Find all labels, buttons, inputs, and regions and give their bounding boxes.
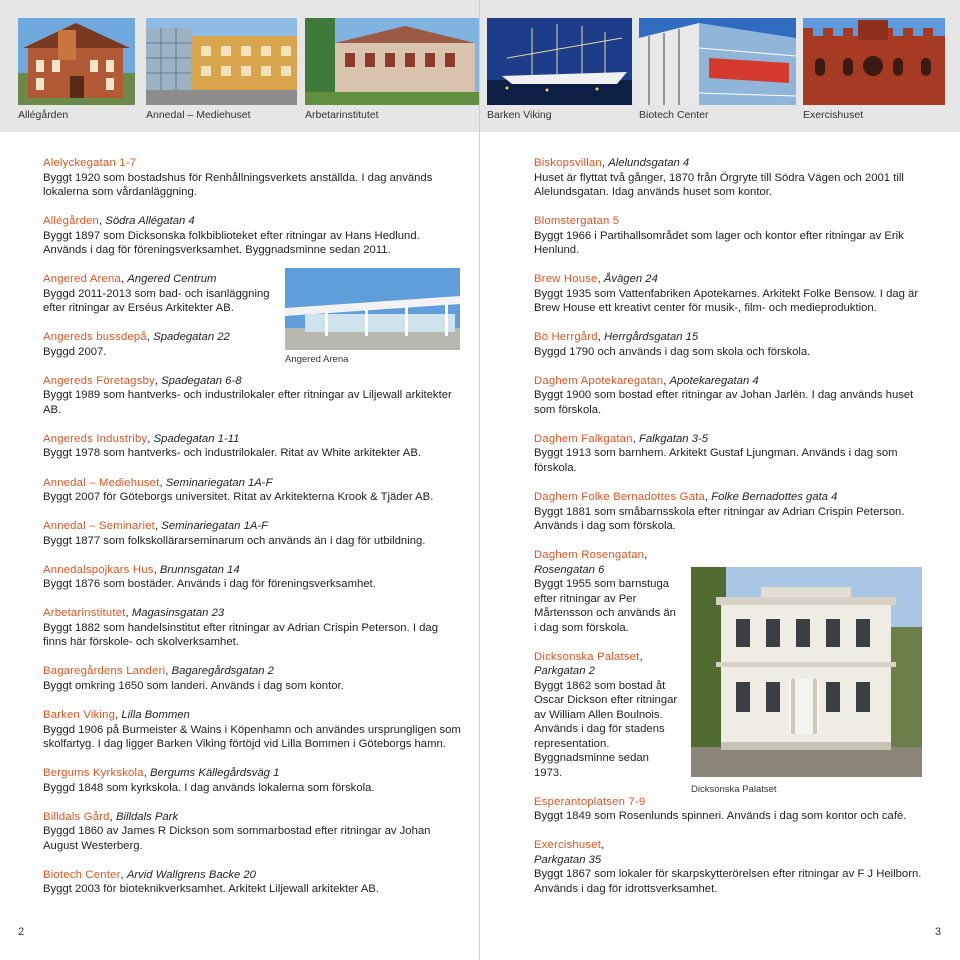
entry-address: Arvid Wallgrens Backe 20 — [126, 868, 256, 881]
entry-name: Daghem Folke Bernadottes Gata — [534, 491, 705, 504]
entry-text: Byggt 1913 som barnhem. Arkitekt Gustaf Ljungman. Används i dag som förskola. — [534, 447, 898, 474]
entry-address: Parkgatan 2 — [534, 665, 595, 678]
strip-caption: Allégården — [18, 109, 69, 121]
entry-name: Daghem Falkgatan — [534, 432, 633, 445]
photo-barken-viking — [487, 18, 632, 105]
entry: Bö Herrgård, Herrgårdsgatan 15 Byggd 1790 och används i dag som skola och förskola. — [534, 331, 811, 358]
entry-name: Brew House — [534, 273, 598, 286]
entry-text: Huset är flyttat två gånger, 1870 från Örgryte till Södra Vägen och 2001 till Alelundsgatan. Idag används huset som kontor. — [534, 171, 904, 198]
entry-name: Biotech Center — [43, 868, 121, 881]
strip-caption: Biotech Center — [639, 109, 709, 121]
entry-name: Billdals Gård — [43, 810, 110, 823]
entry-text: Byggt 1877 som folkskollärarseminarum och används än i dag för utbildning. — [43, 534, 426, 547]
entry: Brew House, Åvägen 24 Byggt 1935 som Vattenfabriken Apotekarnes. Arkitekt Folke Bensow. I dag är Brew House ett kreativt center för musik-, film- och medieproduktion. — [534, 273, 919, 315]
strip-caption: Barken Viking — [487, 109, 552, 121]
entry: Annedal – Seminariet, Seminariegatan 1A-F Byggt 1877 som folkskollärarseminarum och används än i dag för utbildning. — [43, 520, 426, 547]
page-number: 3 — [935, 926, 942, 938]
entry-address: Brunnsgatan 14 — [159, 563, 240, 576]
photo-annedal-mediehuset — [146, 18, 297, 105]
entry-list — [534, 156, 934, 911]
entry-text: Byggt 1920 som bostadshus för Renhållningsverkets anställda. I dag används lokalerna som vårdanläggning. — [43, 171, 433, 198]
strip-caption: Exercishuset — [803, 109, 864, 121]
entry-address: Alelundsgatan 4 — [608, 157, 690, 169]
entry-address: Södra Allégatan 4 — [105, 215, 195, 228]
entry-address: Spadegatan 1-11 — [153, 432, 240, 445]
entry-text: Byggd 1860 av James R Dickson som sommarbostad efter ritningar av Johan August Westerberg. — [43, 825, 431, 852]
entry — [534, 214, 934, 258]
entry-name: Dicksonska Palatset — [534, 650, 640, 663]
entry: Angereds bussdepå, Spadegatan 22 Byggd 2007. — [43, 331, 230, 358]
entry: Barken Viking, Lilla Bommen Byggd 1906 på Burmeister & Wains i Köpenhamn och användes ursprungligen som skolfartyg. I dag ligger Barken Viking förtöjd vid Lilla Bommen i Göteborgs hamn. — [43, 709, 461, 751]
entry-name: Exercishuset — [534, 839, 602, 852]
entry-name: Allégården — [43, 215, 100, 228]
entry: Daghem Apotekaregatan, Apotekaregatan 4 Byggt 1900 som bostad efter ritningar av Johan Jarlén. I dag används huset som förskola. — [534, 374, 914, 416]
entry: Bergums Kyrkskola, Bergums Källegårdsväg 1 Byggd 1848 som kyrkskola. I dag används lokalerna som förskola. — [43, 767, 375, 794]
entry-name: Arbetarinstitutet — [43, 607, 126, 620]
entry: Billdals Gård, Billdals Park Byggd 1860 av James R Dickson som sommarbostad efter ritningar av Johan August Westerberg. — [43, 810, 431, 852]
entry: Biskopsvillan, Alelundsgatan 4 Huset är flyttat två gånger, 1870 från Örgryte till Södra Vägen och 2001 till Alelundsgatan. Idag används huset som kontor. — [534, 157, 904, 198]
entry-name: Blomstergatan 5 — [534, 215, 620, 228]
entry-text: Byggt 1900 som bostad efter ritningar av Johan Jarlén. I dag används huset som förskola. — [534, 389, 914, 416]
entry — [43, 156, 463, 200]
entry-name: Bergums Kyrkskola — [43, 767, 144, 780]
entry-address: Åvägen 24 — [603, 273, 658, 286]
entry-address: Angered Centrum — [127, 273, 217, 286]
entry-name: Esperantoplatsen 7-9 — [534, 795, 646, 808]
entry: Angereds Industriby, Spadegatan 1-11 Byggt 1978 som hantverks- och industrilokaler. Ritat av White arkitekter AB. — [43, 432, 421, 460]
entry-name: Barken Viking — [43, 709, 116, 722]
entry-address: Bergums Källegårdsväg 1 — [150, 767, 280, 780]
entry: Exercishuset, Parkgatan 35 Byggt 1867 som lokaler för skarpskytterörelsen efter ritningar av F J Heilborn. Används i dag för idrottsverksamhet. — [534, 839, 922, 895]
photo-dicksonska-palatset — [691, 567, 922, 777]
entry-text: Byggt 2003 för bioteknikverksamhet. Arkitekt Liljewall arkitekter AB. — [43, 883, 379, 896]
entry-address: Parkgatan 35 — [534, 853, 602, 866]
entry: Daghem Folke Bernadottes Gata, Folke Bernadottes gata 4 Byggt 1881 som småbarnsskola efter ritningar av Adrian Crispin Peterson. Används i dag som förskola. — [534, 491, 905, 533]
entry-address: Apotekaregatan 4 — [669, 374, 759, 387]
entry-name: Angereds Industriby — [43, 432, 148, 445]
entry-name: Bagaregårdens Landeri — [43, 665, 166, 678]
entry-text: Byggt 2007 för Göteborgs universitet. Ritat av Arkitekterna Krook & Tjäder AB. — [43, 491, 434, 504]
entry-text: Byggt 1989 som hantverks- och industrilokaler efter ritningar av Liljewall arkitekter AB. — [43, 389, 452, 416]
entry-text: Byggd 1790 och används i dag som skola och förskola. — [534, 345, 811, 358]
entry — [534, 795, 934, 824]
entry: Biotech Center, Arvid Wallgrens Backe 20 Byggt 2003 för bioteknikverksamhet. Arkitekt Liljewall arkitekter AB. — [43, 868, 379, 896]
entry-name: Angereds bussdepå — [43, 331, 147, 344]
right-page — [480, 0, 960, 960]
entry-text: Byggt 1897 som Dicksonska folkbiblioteket efter ritningar av Hans Hedlund. Används i dag för föreningsverksamhet. Byggnadsminne sedan 2011. — [43, 229, 420, 257]
entry-name: Annedal – Mediehuset — [43, 476, 160, 489]
photo-allegarden — [18, 18, 135, 105]
entry: Bagaregårdens Landeri, Bagaregårdsgatan 2 Byggt omkring 1650 som landeri. Används i dag som kontor. — [43, 665, 344, 692]
entry: Allégården, Södra Allégatan 4 Byggt 1897 som Dicksonska folkbiblioteket efter ritningar av Hans Hedlund. Används i dag för föreningsverksamhet. Byggnadsminne sedan 2011. — [43, 215, 420, 257]
entry: Dicksonska Palatset, Parkgatan 2 Byggt 1862 som bostad åt Oscar Dickson efter ritningar av William Allen Boulnois. Används i dag för stadens representation. Byggnadsminne sedan 1973. — [534, 650, 678, 779]
entry-text: Byggt 1978 som hantverks- och industrilokaler. Ritat av White arkitekter AB. — [43, 447, 421, 460]
entry-name: Angereds Företagsby — [43, 374, 155, 387]
entry-address: Lilla Bommen — [121, 709, 190, 722]
entry-text: Byggt omkring 1650 som landeri. Används i dag som kontor. — [43, 679, 344, 692]
entry-address: Billdals Park — [115, 810, 179, 823]
entry-address: Seminariegatan 1A-F — [161, 520, 269, 533]
entry-text: Byggd 1848 som kyrkskola. I dag används lokalerna som förskola. — [43, 781, 375, 794]
entry-name: Daghem Apotekaregatan — [534, 374, 664, 387]
entry-address: Herrgårdsgatan 15 — [604, 331, 699, 344]
entry-text: Byggt 1849 som Rosenlunds spinneri. Används i dag som kontor och café. — [534, 810, 907, 823]
entry-address: Folke Bernadottes gata 4 — [711, 491, 838, 504]
entry-text: Byggd 1906 på Burmeister & Wains i Köpenhamn och användes ursprungligen som skolfartyg. I dag ligger Barken Viking förtöjd vid Lilla Bommen i Göteborgs hamn. — [43, 723, 461, 751]
page-number: 2 — [18, 926, 25, 938]
photo-angered-arena — [285, 268, 460, 350]
photo-exercishuset — [803, 18, 945, 105]
entry: Annedalspojkars Hus, Brunnsgatan 14 Byggt 1876 som bostäder. Används i dag för föreningsverksamhet. — [43, 563, 376, 591]
entry-name: Alelyckegatan 1-7 — [43, 157, 137, 169]
entry-name: Daghem Rosengatan — [534, 549, 645, 562]
entry-address: Bagaregårdsgatan 2 — [171, 665, 274, 678]
entry-text: Byggd 2007. — [43, 345, 107, 358]
entry-name: Angered Arena — [43, 273, 121, 286]
entry-text: Byggt 1966 i Partihallsområdet som lager och kontor efter ritningar av Erik Henlund. — [534, 229, 904, 257]
entry: Daghem Rosengatan, Rosengatan 6 Byggt 1955 som barnstuga efter ritningar av Per Mårtensson och används än i dag som förskola. — [534, 549, 676, 634]
entry: Arbetarinstitutet, Magasinsgatan 23 Byggt 1882 som handelsinstitut efter ritningar av Adrian Crispin Peterson. I dag finns här förskole- och skolverksamhet. — [43, 607, 438, 649]
entry: Angered Arena, Angered Centrum Byggd 2011-2013 som bad- och isanläggning efter ritningar av Erséus Arkitekter AB. — [43, 273, 270, 315]
entry-name: Annedal – Seminariet — [43, 520, 156, 533]
entry-text: Byggt 1882 som handelsinstitut efter ritningar av Adrian Crispin Peterson. I dag finns här förskole- och skolverksamhet. — [43, 621, 438, 649]
entry-text: Byggt 1862 som bostad åt Oscar Dickson efter ritningar av William Allen Boulnois. Används i dag för stadens representation. Byggnadsminne sedan 1973. — [534, 679, 678, 779]
strip-caption: Arbetarinstitutet — [305, 109, 379, 121]
entry-name: Biskopsvillan — [534, 157, 602, 169]
entry-text: Byggt 1935 som Vattenfabriken Apotekarnes. Arkitekt Folke Bensow. I dag är Brew House ett kreativt center för musik-, film- och medieproduktion. — [534, 287, 919, 315]
entry-address: Rosengatan 6 — [534, 563, 605, 576]
entry-text: Byggt 1881 som småbarnsskola efter ritningar av Adrian Crispin Peterson. Används i dag som förskola. — [534, 505, 905, 533]
entry-text: Byggt 1867 som lokaler för skarpskytterörelsen efter ritningar av F J Heilborn. Används i dag för idrottsverksamhet. — [534, 868, 922, 895]
entry: Daghem Falkgatan, Falkgatan 3-5 Byggt 1913 som barnhem. Arkitekt Gustaf Ljungman. Används i dag som förskola. — [534, 432, 898, 474]
entry-address: Falkgatan 3-5 — [638, 432, 709, 445]
photo-caption: Angered Arena — [285, 354, 349, 365]
entry: Angereds Företagsby, Spadegatan 6-8 Byggt 1989 som hantverks- och industrilokaler efter ritningar av Liljewall arkitekter AB. — [43, 374, 452, 416]
photo-arbetarinstitutet — [305, 18, 480, 105]
entry-address: Spadegatan 22 — [153, 331, 230, 344]
entry-name: Bö Herrgård — [534, 331, 598, 344]
entry-name: Annedalspojkars Hus — [43, 563, 154, 576]
entry-address: Seminariegatan 1A-F — [165, 476, 273, 489]
entry: Annedal – Mediehuset, Seminariegatan 1A-F Byggt 2007 för Göteborgs universitet. Ritat av Arkitekterna Krook & Tjäder AB. — [43, 476, 434, 504]
entry-address: Magasinsgatan 23 — [131, 607, 225, 620]
entry-text: Byggt 1876 som bostäder. Används i dag för föreningsverksamhet. — [43, 578, 376, 591]
photo-biotech-center — [639, 18, 796, 105]
photo-caption: Dicksonska Palatset — [691, 784, 777, 795]
strip-caption: Annedal – Mediehuset — [146, 109, 251, 121]
entry-address: Spadegatan 6-8 — [161, 374, 242, 387]
entry-text: Byggt 1955 som barnstuga efter ritningar av Per Mårtensson och används än i dag som förskola. — [534, 578, 676, 634]
entry-text: Byggd 2011-2013 som bad- och isanläggning efter ritningar av Erséus Arkitekter AB. — [43, 287, 270, 315]
